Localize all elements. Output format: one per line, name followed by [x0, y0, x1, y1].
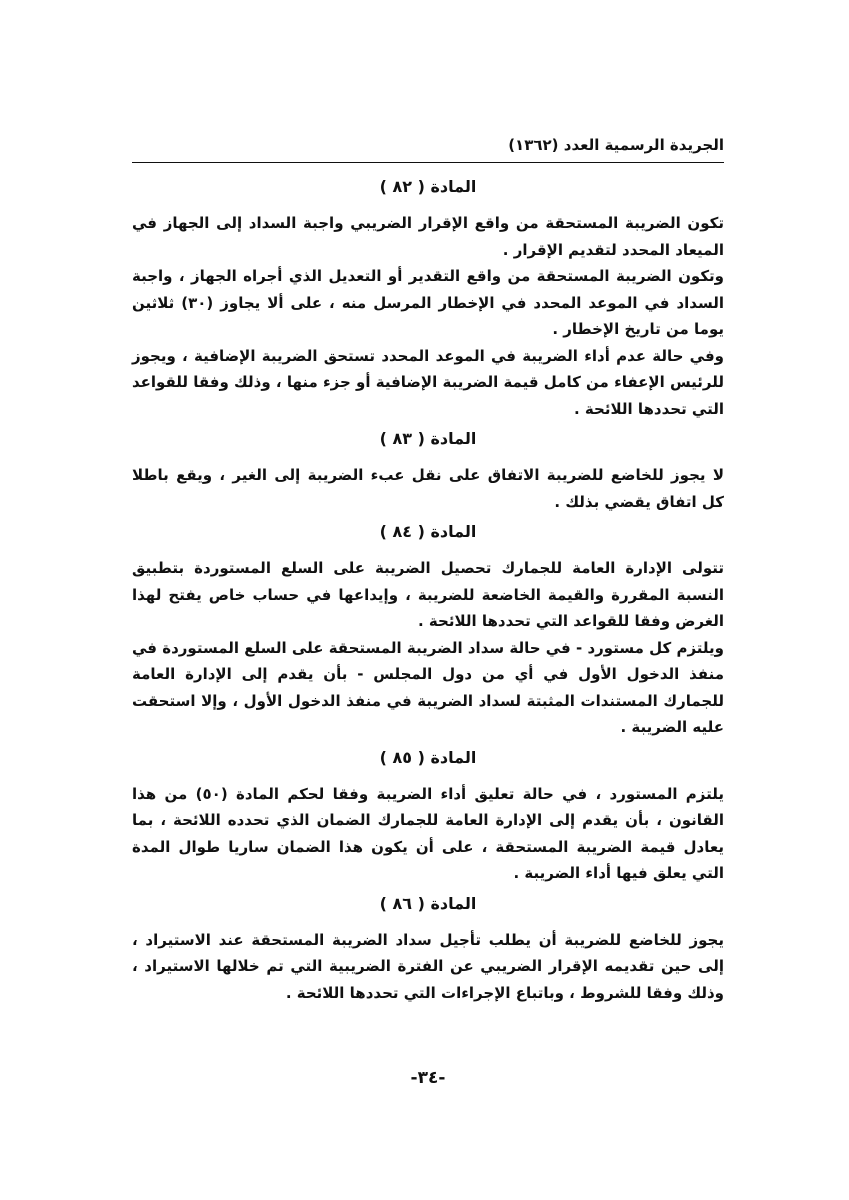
article-85 — [132, 741, 724, 887]
article-title: المادة ( ٨٣ ) — [379, 429, 477, 448]
article-title: المادة ( ٨٥ ) — [379, 747, 477, 767]
article-paragraph: ويلتزم كل مستورد - في حالة سداد الضريبة المستحقة على السلع المستوردة في منفذ الدخول الأول في أي من دول المجلس - بأن يقدم إلى الإدارة العامة للجمارك المستندات المثبتة لسداد الضريبة في منفذ الدخول الأول ، وإلا استحقت عليه الضريبة . — [132, 638, 724, 736]
page-number: -٣٤- — [410, 1068, 446, 1088]
page-content — [132, 170, 724, 1006]
article-title: المادة ( ٨٢ ) — [379, 177, 477, 196]
article-paragraph: تتولى الإدارة العامة للجمارك تحصيل الضريبة على السلع المستوردة بتطبيق النسبة المقررة والقيمة الخاضعة للضريبة ، وإيداعها في حساب خاص يفتح لهذا الغرض وفقا للقواعد التي تحددها اللائحة . — [132, 559, 724, 630]
article-title: المادة ( ٨٦ ) — [379, 893, 477, 913]
article-paragraph: وتكون الضريبة المستحقة من واقع التقدير أو التعديل الذي أجراه الجهاز ، واجبة السداد في الموعد المحدد في الإخطار المرسل منه ، على ألا يجاوز (٣٠) ثلاثين يوما من تاريخ الإخطار . — [132, 267, 724, 338]
article-paragraph: يجوز للخاضع للضريبة أن يطلب تأجيل سداد الضريبة المستحقة عند الاستيراد ، إلى حين تقديمه الإقرار الضريبي عن الفترة الضريبية التي تم خلالها الاستيراد ، وذلك وفقا للشروط ، وباتباع الإجراءات التي تحددها اللائحة . — [132, 930, 724, 1002]
article-paragraph: لا يجوز للخاضع للضريبة الاتفاق على نقل عبء الضريبة إلى الغير ، ويقع باطلا كل اتفاق يقضي بذلك . — [132, 466, 724, 511]
article-title: المادة ( ٨٤ ) — [379, 522, 477, 541]
page-header: الجريدة الرسمية العدد (١٣٦٢) — [508, 136, 724, 154]
article-83 — [132, 422, 724, 515]
article-82 — [132, 170, 724, 422]
article-86 — [132, 887, 724, 1007]
header-divider — [132, 162, 724, 163]
article-84 — [132, 515, 724, 741]
article-paragraph: وفي حالة عدم أداء الضريبة في الموعد المحدد تستحق الضريبة الإضافية ، ويجوز للرئيس الإعفاء من كامل قيمة الضريبة الإضافية أو جزء منها ، وذلك وفقا للقواعد التي تحددها اللائحة . — [132, 346, 724, 418]
article-paragraph: يلتزم المستورد ، في حالة تعليق أداء الضريبة وفقا لحكم المادة (٥٠) من هذا القانون ، بأن يقدم إلى الإدارة العامة للجمارك الضمان الذي تحدده اللائحة ، بما يعادل قيمة الضريبة المستحقة ، على أن يكون هذا الضمان ساريا طوال المدة التي يعلق فيها أداء الضريبة . — [132, 784, 724, 882]
article-paragraph: تكون الضريبة المستحقة من واقع الإقرار الضريبي واجبة السداد إلى الجهاز في الميعاد المحدد لتقديم الإقرار . — [132, 214, 724, 259]
gazette-page — [132, 0, 724, 1200]
